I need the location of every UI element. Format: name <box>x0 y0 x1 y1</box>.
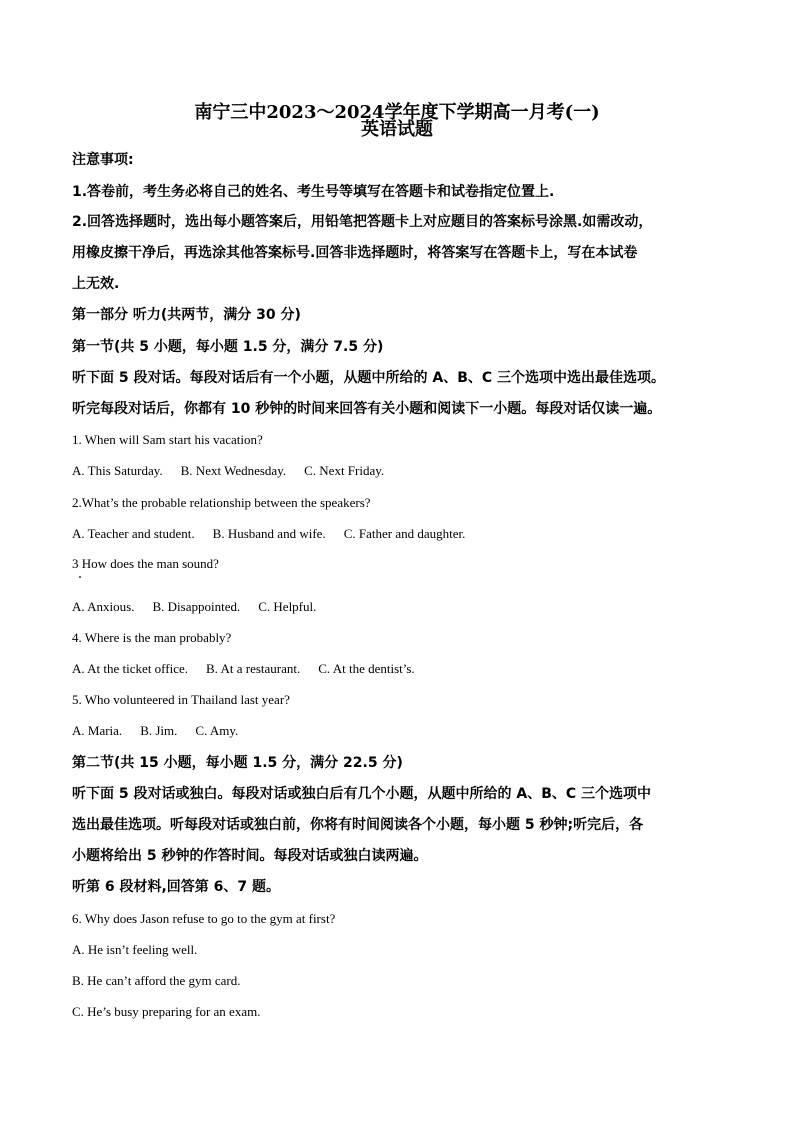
question-6-option-b: B. He can’t afford the gym card. <box>72 973 241 988</box>
question-6-stem: 6. Why does Jason refuse to go to the gym at first? <box>72 911 336 926</box>
notice-item-1: 1.答卷前，考生务必将自己的姓名、考生号等填写在答题卡和试卷指定位置上. <box>72 184 555 200</box>
section1-instructions-line-1: 听下面 5 段对话。每段对话后有一个小题，从题中所给的 A、B、C 三个选项中选出最佳选项。 <box>72 370 666 386</box>
section1-heading: 第一节(共 5 小题，每小题 1.5 分，满分 7.5 分) <box>72 339 384 355</box>
notice-item-2-line-1: 2.回答选择题时，选出每小题答案后，用铅笔把答题卡上对应题目的答案标号涂黑.如需改动， <box>72 214 653 230</box>
subject-title: 英语试题 <box>361 119 433 140</box>
question-3-stem: 3 How does the man sound? <box>72 556 219 571</box>
option-b: B. Jim. <box>140 723 178 738</box>
notice-item-2-line-3: 上无效. <box>72 276 120 292</box>
question-3-options <box>72 597 732 617</box>
question-6-option-c: C. He’s busy preparing for an exam. <box>72 1004 261 1019</box>
option-a: A. Maria. <box>72 723 123 738</box>
question-4-stem: 4. Where is the man probably? <box>72 630 232 645</box>
option-a: A. Teacher and student. <box>72 526 195 541</box>
section2-heading: 第二节(共 15 小题，每小题 1.5 分，满分 22.5 分) <box>72 755 403 771</box>
option-b: B. Disappointed. <box>152 599 241 614</box>
question-5-options <box>72 721 732 741</box>
section2-instructions-line-1: 听下面 5 段对话或独白。每段对话或独白后有几个小题，从题中所给的 A、B、C 三个选项中 <box>72 786 652 802</box>
exam-title: 南宁三中2023～2024学年度下学期高一月考(一) <box>194 102 600 123</box>
option-a: A. Anxious. <box>72 599 135 614</box>
question-2-stem: 2.What’s the probable relationship between the speakers? <box>72 495 371 510</box>
question-1-options <box>72 461 732 481</box>
option-c: C. Next Friday. <box>304 463 385 478</box>
section1-instructions-line-2: 听完每段对话后，你都有 10 秒钟的时间来回答有关小题和阅读下一小题。每段对话仅读一遍。 <box>72 401 662 417</box>
option-a: A. This Saturday. <box>72 463 163 478</box>
part1-heading: 第一部分 听力(共两节，满分 30 分) <box>72 307 301 323</box>
option-b: B. At a restaurant. <box>206 661 301 676</box>
question-5-stem: 5. Who volunteered in Thailand last year? <box>72 692 290 707</box>
question-1-stem: 1. When will Sam start his vacation? <box>72 432 263 447</box>
option-c: C. At the dentist’s. <box>318 661 415 676</box>
option-c: C. Helpful. <box>258 599 317 614</box>
question-2-options <box>72 524 732 544</box>
material-6-heading: 听第 6 段材料,回答第 6、7 题。 <box>72 879 281 895</box>
option-b: B. Husband and wife. <box>212 526 326 541</box>
option-c: C. Amy. <box>195 723 239 738</box>
option-c: C. Father and daughter. <box>343 526 466 541</box>
notice-item-2-line-2: 用橡皮擦干净后，再选涂其他答案标号.回答非选择题时，将答案写在答题卡上，写在本试卷 <box>72 245 638 261</box>
question-4-options <box>72 659 732 679</box>
option-b: B. Next Wednesday. <box>180 463 287 478</box>
section2-instructions-line-3: 小题将给出 5 秒钟的作答时间。每段对话或独白读两遍。 <box>72 848 428 864</box>
option-a: A. At the ticket office. <box>72 661 189 676</box>
stray-dot-mark <box>79 576 81 578</box>
section2-instructions-line-2: 选出最佳选项。听每段对话或独白前，你将有时间阅读各个小题，每小题 5 秒钟;听完后，各 <box>72 817 644 833</box>
question-6-option-a: A. He isn’t feeling well. <box>72 942 198 957</box>
notice-heading: 注意事项: <box>72 152 134 168</box>
